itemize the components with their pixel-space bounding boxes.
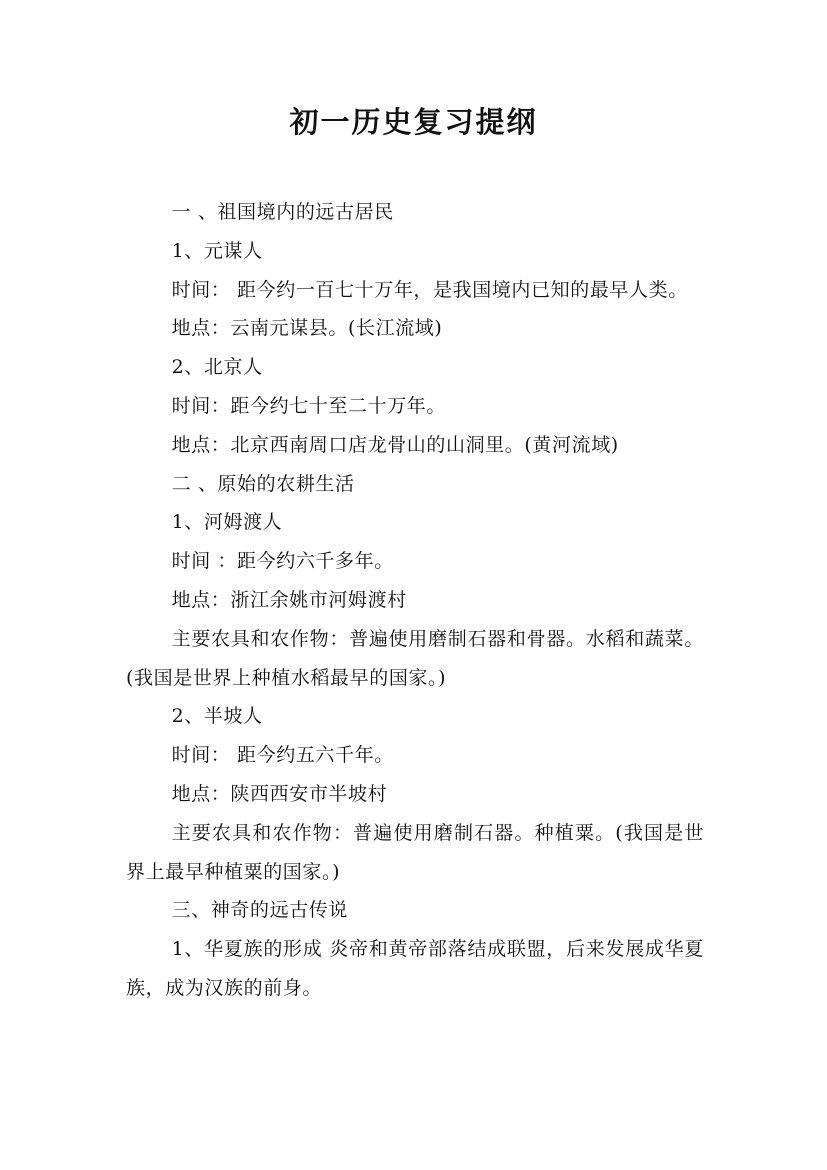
yuanmou-time: 时间： 距今约一百七十万年，是我国境内已知的最早人类。 (171, 278, 688, 301)
subsection-yuanmou: 1、元谋人 (171, 239, 263, 262)
document-title: 初一历史复习提纲 (289, 105, 538, 139)
hemudu-tools-crops: 主要农具和农作物：普遍使用磨制石器和骨器。水稻和蔬菜。(我国是世界上种植水稻最早的国家。) (126, 627, 704, 689)
document-body (126, 193, 704, 1008)
beijing-place: 地点：北京西南周口店龙骨山的山洞里。(黄河流域) (171, 433, 619, 456)
yuanmou-place: 地点：云南元谋县。(长江流域) (171, 317, 443, 340)
hemudu-place: 地点：浙江余姚市河姆渡村 (171, 588, 407, 611)
banpo-tools-crops: 主要农具和农作物：普遍使用磨制石器。种植粟。(我国是世界上最早种植粟的国家。) (126, 821, 704, 883)
banpo-time: 时间： 距今约五六千年。 (171, 744, 394, 767)
section-heading-3: 三、神奇的远古传说 (171, 899, 348, 922)
hemudu-time: 时间 ：距今约六千多年。 (171, 550, 394, 573)
subsection-banpo: 2、半坡人 (171, 705, 263, 728)
section-heading-1: 一 、祖国境内的远古居民 (171, 201, 394, 223)
section-heading-2: 二 、原始的农耕生活 (171, 472, 355, 495)
subsection-hemudu: 1、河姆渡人 (171, 511, 283, 534)
beijing-time: 时间：距今约七十至二十万年。 (171, 394, 446, 417)
huaxia-formation: 1、华夏族的形成 炎帝和黄帝部落结成联盟，后来发展成华夏族，成为汉族的前身。 (126, 938, 704, 999)
banpo-place: 地点：陕西西安市半坡村 (171, 782, 388, 805)
subsection-beijing: 2、北京人 (171, 356, 263, 379)
